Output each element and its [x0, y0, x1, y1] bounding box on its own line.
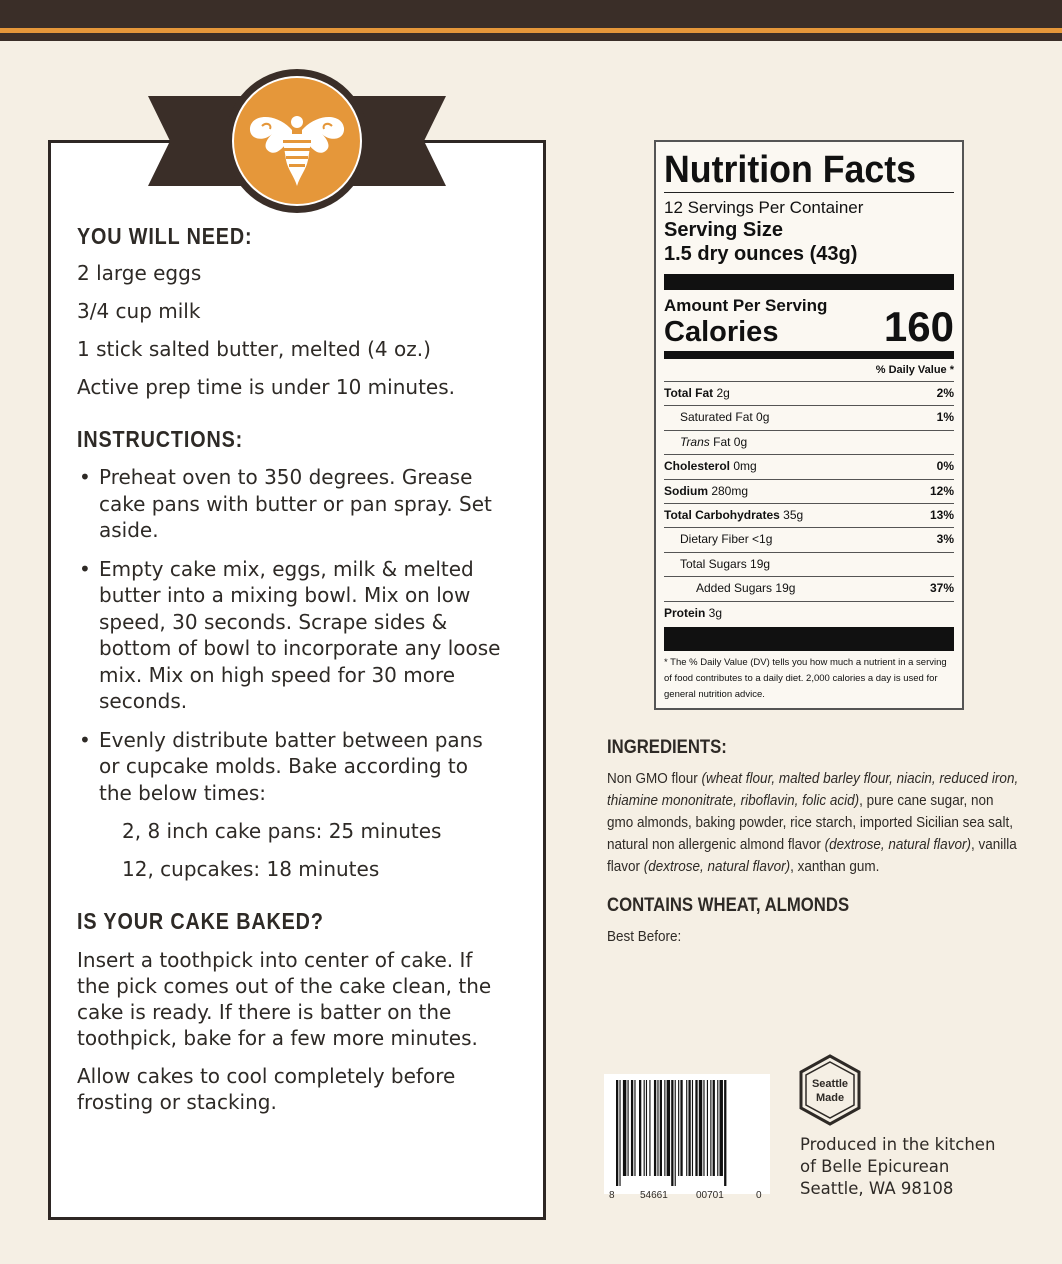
barcode-bar — [713, 1080, 715, 1176]
nutrient-daily-value: 3% — [936, 532, 954, 547]
nutrient-row — [664, 576, 954, 600]
barcode-bar — [646, 1080, 647, 1176]
barcode-bar — [664, 1080, 665, 1176]
barcode-bar — [680, 1080, 682, 1176]
cake-baked-heading: IS YOUR CAKE BAKED? — [77, 908, 324, 934]
barcode-bar — [628, 1080, 629, 1176]
barcode-digit: 8 — [609, 1190, 615, 1201]
nutrient-row — [664, 552, 954, 576]
need-item: 3/4 cup milk — [77, 299, 201, 323]
need-item: 1 stick salted butter, melted (4 oz.) — [77, 337, 431, 361]
seal-line1: Seattle — [811, 1078, 849, 1090]
ingredient-subtext: (wheat flour, malted barley flour, niacin, reduced iron, thiamine mononitrate, riboflavin, folic acid) — [607, 770, 1019, 809]
nutrient-label: Sodium 280mg — [664, 483, 749, 498]
instructions-heading: INSTRUCTIONS: — [77, 426, 244, 452]
thick-divider-bottom — [664, 627, 954, 651]
nutrient-row — [664, 527, 954, 551]
amount-per-serving-label: Amount Per Serving — [664, 296, 828, 315]
nutrient-label: Total Sugars 19g — [680, 556, 771, 571]
seattle-made-seal-icon — [798, 1054, 862, 1126]
daily-value-header: % Daily Value * — [875, 364, 954, 376]
top-band-lower — [0, 33, 1062, 41]
nutrient-daily-value: 0% — [936, 459, 954, 474]
divider — [664, 192, 954, 193]
barcode-bar — [660, 1080, 662, 1176]
barcode-bar — [692, 1080, 693, 1176]
producer-line: Produced in the kitchen — [800, 1135, 996, 1154]
ingredient-subtext: (dextrose, natural flavor) — [824, 836, 971, 853]
instruction-step: • Empty cake mix, eggs, milk & melted butter into a mixing bowl. Mix on low speed, 30 seconds. Scrape sides & bottom of bowl to incorporate any loose mix. Mix on high speed for 30 more seconds. — [77, 556, 507, 715]
barcode-bar — [675, 1080, 676, 1186]
nutrient-row — [664, 454, 954, 478]
nutrient-row — [664, 503, 954, 527]
barcode-bar — [686, 1080, 687, 1176]
nutrient-daily-value: 2% — [936, 386, 954, 400]
nutrient-daily-value: 1% — [936, 410, 954, 425]
nutrient-daily-value: 37% — [929, 581, 954, 596]
barcode-bar — [703, 1080, 704, 1176]
nutrient-label: Total Fat 2g — [664, 386, 730, 400]
nutrient-label: Trans Fat 0g — [680, 434, 748, 449]
allergen-statement: CONTAINS WHEAT, ALMONDS — [607, 895, 850, 916]
bee-icon — [222, 68, 372, 214]
ingredients-section — [607, 736, 1027, 945]
calories-label: Calories — [664, 316, 779, 348]
you-will-need-heading: YOU WILL NEED: — [77, 223, 253, 249]
ingredient-text: , pure cane sugar, non gmo almonds, baking powder, rice starch, imported Sicilian sea salt, natural non allergenic almond flavor — [607, 792, 1013, 853]
barcode-bar — [724, 1080, 726, 1186]
daily-value-footnote: * The % Daily Value (DV) tells you how much a nutrient in a serving of food contributes to a daily diet. 2,000 calories a day is used for general nutrition advice. — [664, 657, 947, 701]
barcode-bar — [707, 1080, 708, 1176]
producer-line: Seattle, WA 98108 — [800, 1179, 954, 1198]
you-will-need-list — [77, 260, 507, 400]
barcode-bar — [644, 1080, 645, 1176]
ingredient-subtext: (dextrose, natural flavor) — [643, 858, 791, 875]
barcode — [604, 1074, 770, 1201]
nutrient-daily-value: 12% — [929, 483, 954, 498]
instruction-step: • Evenly distribute batter between pans or cupcake molds. Bake according to the below times: — [77, 727, 507, 807]
nutrient-label: Total Carbohydrates 35g — [664, 508, 804, 523]
bake-time-cupcakes: 12, cupcakes: 18 minutes — [122, 857, 380, 881]
barcode-digit: 0 — [756, 1190, 762, 1201]
nutrient-label: Saturated Fat 0g — [680, 410, 770, 425]
need-item: 2 large eggs — [77, 261, 202, 285]
best-before-label: Best Before: — [607, 928, 682, 945]
barcode-bar — [710, 1080, 711, 1176]
ingredients-text — [607, 768, 1021, 878]
instruction-step: • Preheat oven to 350 degrees. Grease cake pans with butter or pan spray. Set aside. — [77, 464, 507, 544]
nutrient-row — [664, 381, 954, 405]
barcode-bar — [720, 1080, 723, 1176]
barcode-bar — [678, 1080, 679, 1176]
nutrient-row — [664, 405, 954, 429]
nutrient-rows — [664, 381, 954, 625]
nutrient-daily-value: 13% — [929, 508, 954, 523]
nutrient-label: Dietary Fiber <1g — [680, 532, 773, 547]
seal-line2: Made — [815, 1092, 845, 1104]
barcode-bar — [631, 1080, 633, 1176]
toothpick-test-text: Insert a toothpick into center of cake. If the pick comes out of the cake clean, the cake is ready. If there is batter on the toothpick, bake for a few more minutes. — [77, 948, 492, 1050]
medium-divider — [664, 351, 954, 359]
barcode-bar — [695, 1080, 697, 1176]
ingredient-text: , xanthan gum. — [790, 858, 880, 875]
ingredient-text: Non GMO flour — [607, 770, 702, 787]
barcode-bar — [619, 1080, 620, 1186]
servings-per-container: 12 Servings Per Container — [664, 198, 864, 217]
nutrient-row — [664, 479, 954, 503]
thick-divider — [664, 274, 954, 290]
nutrient-row — [664, 430, 954, 454]
barcode-digit: 54661 — [640, 1190, 668, 1201]
serving-size-label: Serving Size — [664, 219, 783, 241]
nutrient-label: Cholesterol 0mg — [664, 459, 757, 474]
nutrient-row — [664, 601, 954, 625]
calories-value: 160 — [883, 303, 954, 350]
ingredients-heading: INGREDIENTS: — [607, 737, 727, 758]
barcode-bar — [717, 1080, 718, 1176]
barcode-bar — [616, 1080, 618, 1186]
cooling-note: Allow cakes to cool completely before frosting or stacking. — [77, 1064, 456, 1114]
instructions-list — [77, 464, 507, 806]
producer-address — [800, 1134, 995, 1200]
barcode-bar — [623, 1080, 626, 1176]
barcode-bar — [699, 1080, 702, 1176]
top-band — [0, 0, 1062, 28]
barcode-bar — [671, 1080, 673, 1186]
ingredient-text: , vanilla flavor — [607, 836, 1017, 875]
prep-time-note: Active prep time is under 10 minutes. — [77, 375, 455, 399]
barcode-bar — [634, 1080, 635, 1176]
barcode-bar — [688, 1080, 690, 1176]
barcode-bar — [654, 1080, 656, 1176]
barcode-bar — [657, 1080, 658, 1176]
barcode-bars — [604, 1074, 770, 1194]
instructions-card — [48, 140, 546, 1220]
nutrition-facts-panel — [654, 140, 964, 710]
barcode-bar — [639, 1080, 641, 1176]
barcode-bar — [667, 1080, 670, 1176]
barcode-bar — [649, 1080, 650, 1176]
nutrient-label: Protein 3g — [664, 605, 723, 620]
bake-time-cake-pans: 2, 8 inch cake pans: 25 minutes — [122, 819, 442, 843]
serving-size-value: 1.5 dry ounces (43g) — [664, 243, 858, 265]
producer-line: of Belle Epicurean — [800, 1157, 950, 1176]
nutrient-label: Added Sugars 19g — [696, 581, 796, 596]
barcode-digit: 00701 — [696, 1190, 724, 1201]
nutrition-facts-title: Nutrition Facts — [664, 149, 917, 191]
